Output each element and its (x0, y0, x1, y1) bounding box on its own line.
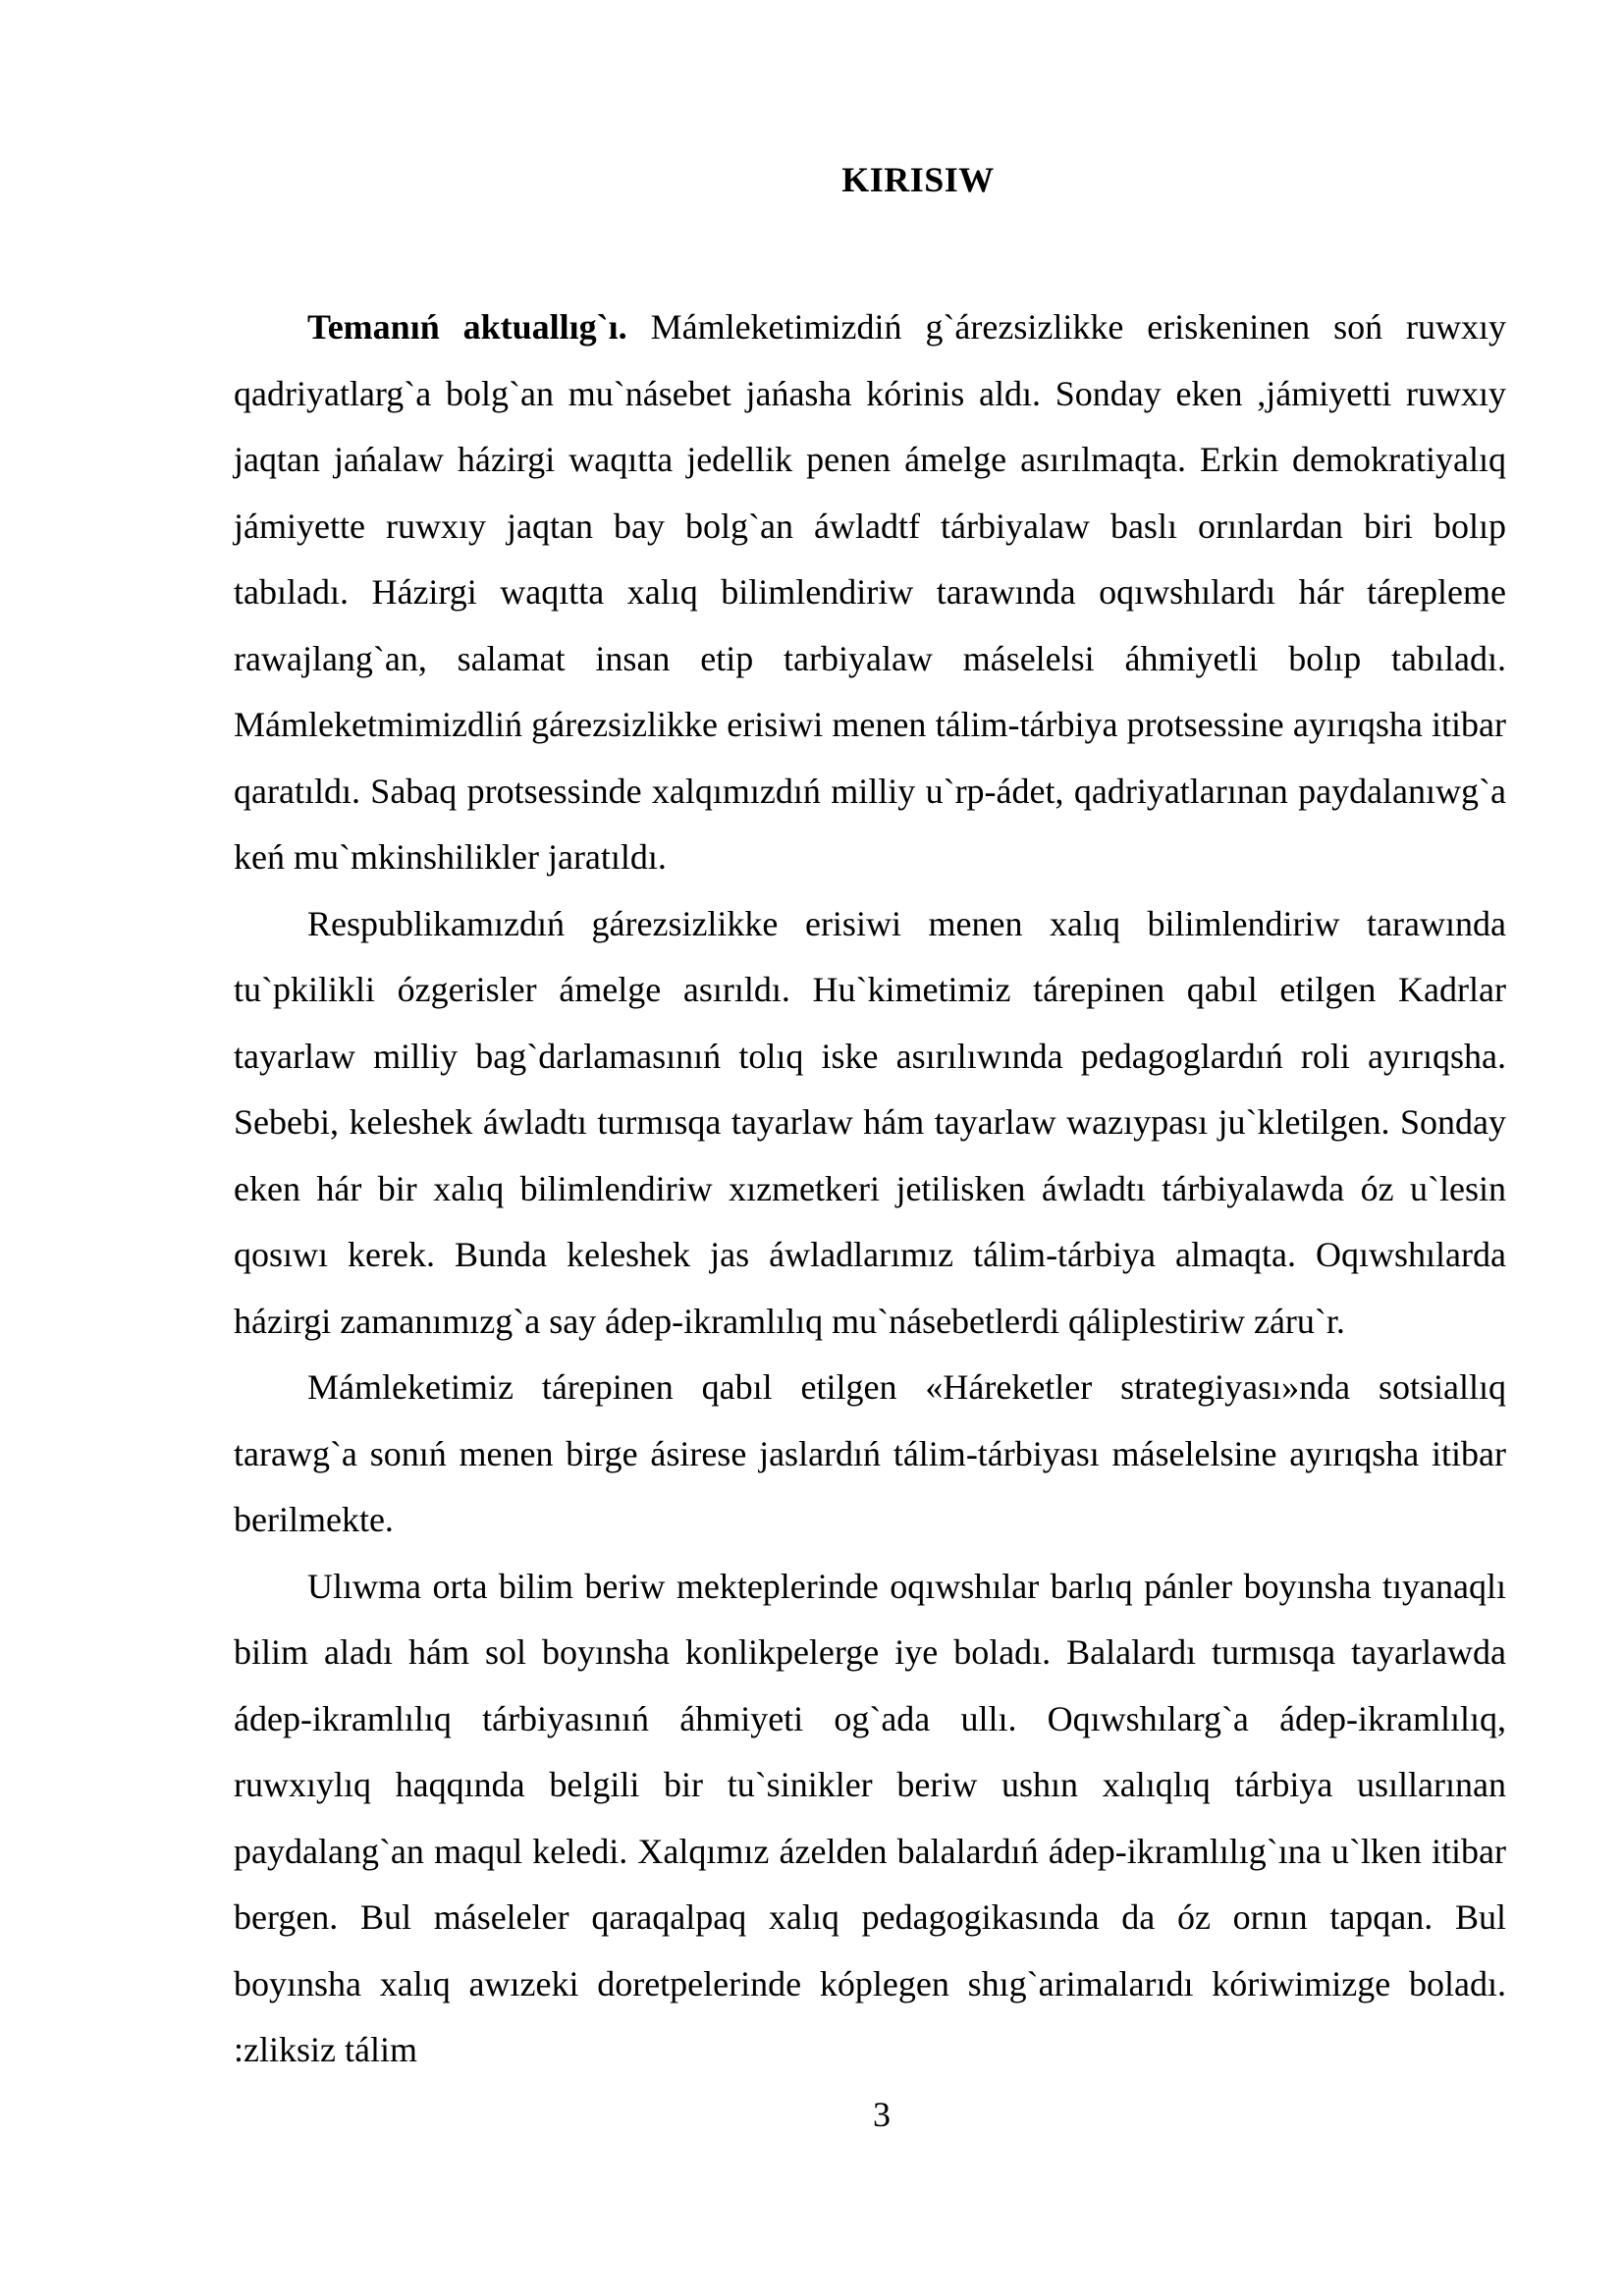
paragraph-text: Respublikamızdıń gárezsizlikke erisiwi menen xalıq bilimlendiriw tarawında tu`pkilikli ózgerisler ámelge asırıldı. Hu`kimetimiz tárepinen qabıl etilgen Kadrlar tayarlaw milliy bag`darlamasınıń tolıq iske asırılıwında pedagoglardıń roli ayırıqsha. Sebebi, keleshek áwladtı turmısqa tayarlaw hám tayarlaw wazıypası ju`kletilgen. Sonday eken hár bir xalıq bilimlendiriw xızmetkeri jetilisken áwladtı tárbiyalawda óz u`lesin qosıwı kerek. Bunda keleshek jas áwladlarımız tálim-tárbiya almaqta. Oqıwshılarda házirgi zamanımızg`a say ádep-ikramlılıq mu`násebetlerdi qáliplestiriw záru`r. (234, 903, 1506, 1341)
paragraph-lead-heading: Temanıń aktuallıg`ı. (307, 307, 627, 347)
paragraph-text: Mámleketimizdiń g`árezsizlikke eriskeninen soń ruwxıy qadriyatlarg`a bolg`an mu`násebet jańasha kórinis aldı. Sonday eken ,jámiyetti ruwxıy jaqtan jańalaw házirgi waqıtta jedellik penen ámelge asırılmaqta. Erkin demokratiyalıq jámiyette ruwxıy jaqtan bay bolg`an áwladtf tárbiyalaw baslı orınlardan biri bolıp tabıladı. Házirgi waqıtta xalıq bilimlendiriw tarawında oqıwshılardı hár tárepleme rawajlang`an, salamat insan etip tarbiyalaw máselelsi áhmiyetli bolıp tabıladı. Mámleketmimizdliń gárezsizlikke erisiwi menen tálim-tárbiya protsessine ayırıqsha itibar qaratıldı. Sabaq protsessinde xalqımızdıń milliy u`rp-ádet, qadriyatlarınan paydalanıwg`a keń mu`mkinshilikler jaratıldı. (234, 307, 1506, 877)
document-body (234, 294, 1506, 2084)
paragraph-action-strategy (234, 1355, 1506, 1554)
page-number: 3 (873, 2095, 891, 2134)
paragraph-topic-relevance (234, 294, 1506, 891)
paragraph-text: Ulıwma orta bilim beriw mekteplerinde oqıwshılar barlıq pánler boyınsha tıyanaqlı bilim aladı hám sol boyınsha konlikpelerge iye boladı. Balalardı turmısqa tayarlawda ádep-ikramlılıq tárbiyasınıń áhmiyeti og`ada ullı. Oqıwshılarg`a ádep-ikramlılıq, ruwxıylıq haqqında belgili bir tu`sinikler beriw ushın xalıqlıq tárbiya usıllarınan paydalang`an maqul keledi. Xalqımız ázelden balalardıń ádep-ikramlılıg`ına u`lken itibar bergen. Bul máseleler qaraqalpaq xalıq pedagogikasında da óz ornın tapqan. Bul boyınsha xalıq awızeki doretpelerinde kóplegen shıg`arimalarıdı kóriwimizge boladı. :zliksiz tálim (234, 1566, 1506, 2069)
document-title: KIRISIW (841, 160, 995, 199)
paragraph-general-education (234, 1554, 1506, 2084)
paragraph-independence-reforms (234, 891, 1506, 1356)
paragraph-text: Mámleketimiz tárepinen qabıl etilgen «Háreketler strategiyası»nda sotsiallıq tarawg`a sonıń menen birge ásirese jaslardıń tálim-tárbiyası máselelsine ayırıqsha itibar berilmekte. (234, 1367, 1506, 1539)
